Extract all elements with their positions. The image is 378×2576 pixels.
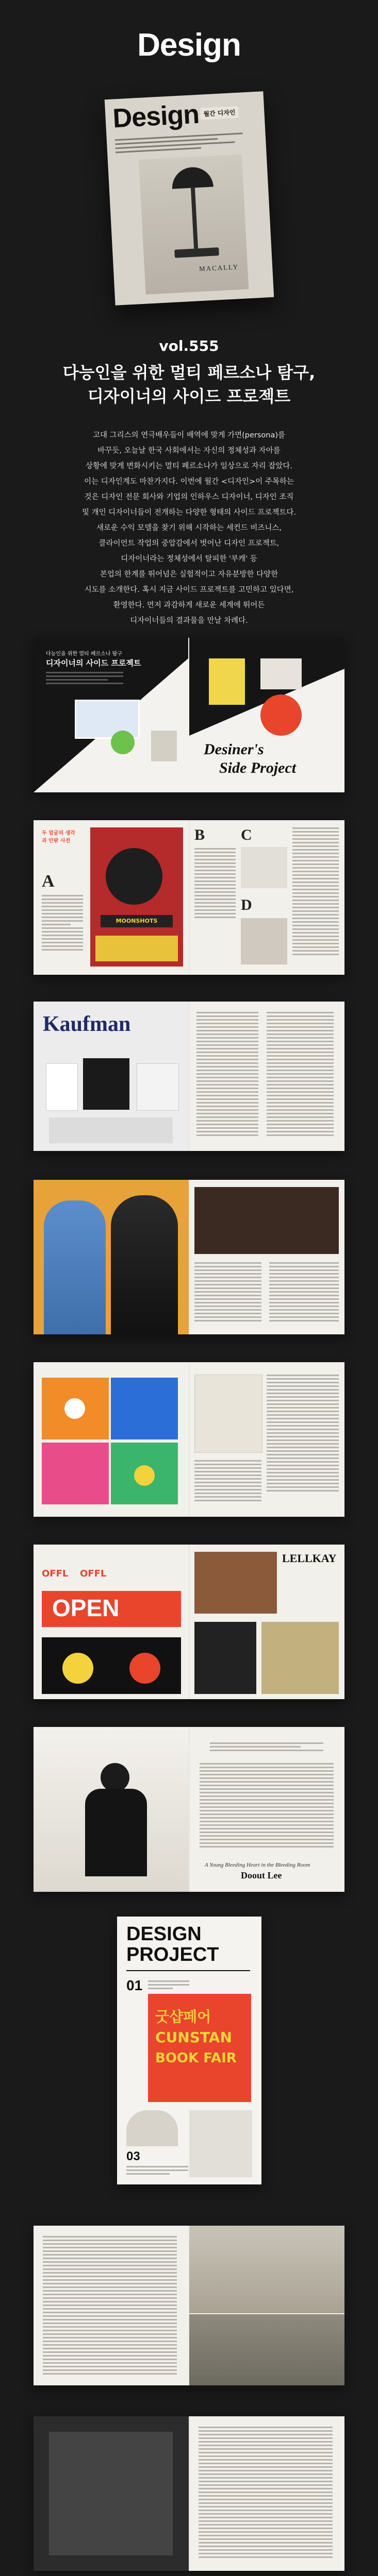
dp-title-1: DESIGN	[126, 1923, 202, 1945]
design-project-page	[117, 1917, 261, 2184]
spread-1-yellow-box	[209, 658, 245, 705]
spread-1-lines	[46, 672, 123, 686]
lellkay-tag: LELLKAY	[282, 1552, 337, 1565]
intro-line: 디자이너들의 결과물을 만날 차례다.	[130, 617, 248, 625]
letter-c: C	[241, 826, 252, 843]
issue-headline	[31, 361, 347, 408]
intro-line: 새로운 수익 모델을 찾기 위해 시작하는 세컨드 비즈니스,	[96, 524, 282, 532]
spread-2-heading: 두 얼굴의 생각과 안팎 사전	[42, 831, 75, 844]
spread-6	[34, 1545, 344, 1699]
intro-line: 시도를 소개한다. 혹시 지금 사이드 프로젝트를 고민하고 있다면,	[84, 586, 294, 594]
intro-line: 및 개인 디자이너들이 전개하는 다양한 형태의 사이드 프로젝트다.	[81, 509, 297, 517]
spread-3	[34, 1002, 344, 1151]
spread-1-title: 디자이너의 사이드 프로젝트	[46, 658, 141, 668]
spread-1-script-1: Desiner's	[204, 741, 264, 758]
spread-2-portrait	[241, 918, 287, 964]
spread-2-poster-label: MOONSHOTS	[101, 915, 173, 927]
spread-1-object	[151, 731, 177, 761]
intro-line: 클라이언트 작업의 중압감에서 벗어난 디자인 프로젝트,	[98, 539, 280, 548]
spread-7	[34, 1727, 344, 1892]
headline-line-1: 다능인을 위한 멀티 페르소나 탐구,	[62, 363, 316, 382]
cover-stamp: MACALLY	[199, 263, 239, 273]
spread-5	[34, 1362, 344, 1517]
intro-line: 본업의 한계를 뛰어넘은 실험적이고 자유분방한 다양한	[100, 570, 278, 579]
spread-7-body	[85, 1789, 147, 1876]
spread-7-name: Doout Lee	[241, 1870, 282, 1880]
offl-logo-left: OFFL	[42, 1568, 69, 1579]
spread-1-device	[260, 658, 302, 689]
letter-b: B	[194, 826, 205, 843]
spread-1	[34, 638, 344, 792]
intro-line: 고대 그리스의 연극배우들이 배역에 맞게 가면(persona)를	[92, 431, 286, 439]
intro-line: 이는 디자인계도 마찬가지다. 이번에 월간 <디자인>이 주목하는	[84, 478, 294, 486]
spread-9	[34, 2416, 344, 2571]
spread-2	[34, 820, 344, 975]
open-word: OPEN	[52, 1595, 120, 1621]
kaufman-logo: Kaufman	[43, 1012, 131, 1036]
spread-4-person-2	[111, 1195, 178, 1334]
design-logo: Design	[137, 27, 241, 63]
dp-poster-line: 굿샵페어	[155, 2008, 211, 2025]
spread-1-red-circle	[260, 694, 302, 736]
intro-line: 상황에 맞게 변화시키는 멀티 페르소나가 일상으로 자리 잡았다.	[85, 462, 293, 470]
cover-badge: 월간 디자인	[200, 106, 239, 120]
spread-8-photo-bottom	[189, 2314, 344, 2385]
intro-line: 환영한다. 먼저 과감하게 새로운 세계에 뛰어든	[113, 601, 265, 609]
cover-title: Design	[112, 99, 200, 134]
intro-line: 디자이너라는 정체성에서 탈피한 '부캐' 등	[121, 555, 257, 563]
dp-object-photo	[126, 2110, 178, 2146]
issue-volume: vol.555	[159, 337, 219, 354]
dp-number-3: 03	[126, 2149, 140, 2163]
headline-line-2: 디자이너의 사이드 프로젝트	[87, 386, 291, 406]
intro-line: 것은 디자인 전문 회사와 기업의 인하우스 디자이너, 디자인 조직	[84, 493, 294, 501]
spread-7-kicker: A Young Bleeding Heart in the Bleeding Room	[205, 1862, 310, 1868]
spread-2-poster	[90, 827, 183, 967]
spread-4-event-photo	[194, 1187, 339, 1254]
spread-1-script-2: Side Project	[219, 759, 297, 776]
letter-a: A	[42, 872, 55, 891]
intro-line: 바꾸듯, 오늘날 한국 사회에서는 자신의 정체성과 자아를	[97, 447, 281, 455]
spread-1-tag: 다능인을 위한 멀티 페르소나 탐구	[46, 651, 122, 657]
offl-logo-right: OFFL	[80, 1568, 107, 1579]
cover-text-lines	[115, 132, 258, 156]
dp-poster	[148, 1994, 251, 2102]
spread-4-person-1	[44, 1200, 106, 1334]
dp-poster-line: CUNSTAN	[155, 2029, 232, 2046]
cover-photo	[139, 155, 249, 295]
spread-1-green-circle	[111, 731, 135, 754]
spread-8	[34, 2226, 344, 2385]
dp-poster-line: BOOK FAIR	[155, 2050, 237, 2066]
magazine-cover	[105, 91, 274, 306]
letter-d: D	[241, 896, 252, 913]
dp-number-1: 01	[126, 1977, 143, 1993]
spread-2-icons	[241, 847, 287, 888]
intro-paragraph	[62, 428, 316, 629]
spread-7-head	[101, 1763, 129, 1792]
dp-title-2: PROJECT	[126, 1944, 219, 1965]
spread-4	[34, 1180, 344, 1334]
spread-8-photo-top	[189, 2226, 344, 2313]
